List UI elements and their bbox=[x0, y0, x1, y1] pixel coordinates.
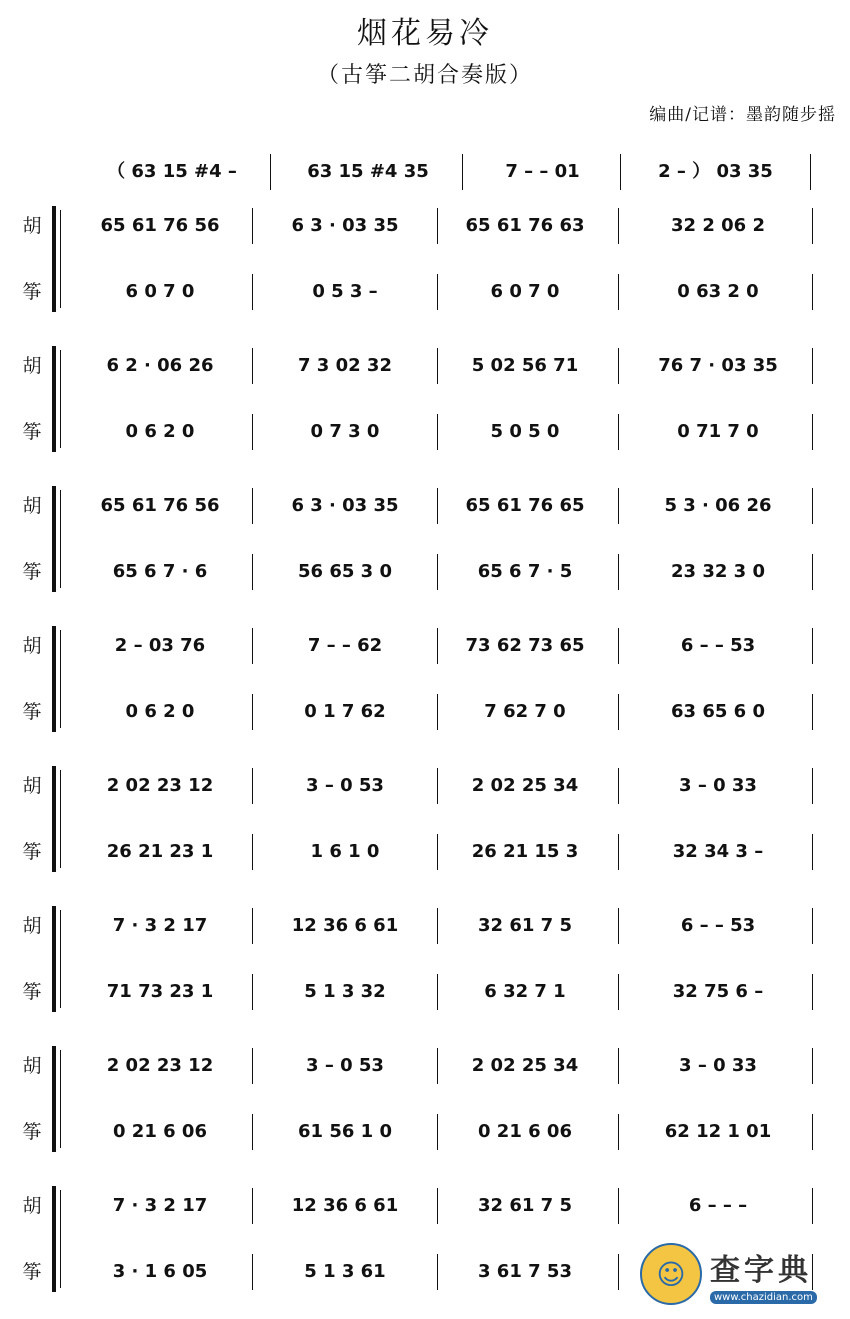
guzheng-measure: 63 65 6 0 bbox=[671, 701, 765, 722]
score-system bbox=[0, 206, 850, 316]
erhu-measure: 65 61 76 56 bbox=[100, 215, 220, 236]
erhu-measure: 5 02 56 71 bbox=[471, 355, 579, 376]
guzheng-measure: 3 61 7 53 bbox=[478, 1261, 572, 1282]
barline bbox=[618, 1114, 619, 1150]
intro-measure: （ 63 15 #4 – bbox=[107, 161, 237, 182]
barline bbox=[437, 628, 438, 664]
guzheng-measure: 65 6 7 · 5 bbox=[477, 561, 573, 582]
barline bbox=[620, 154, 621, 190]
student-mascot-icon: ☺ bbox=[640, 1243, 702, 1305]
barline bbox=[812, 834, 813, 870]
erhu-staff bbox=[0, 1046, 850, 1086]
erhu-measure: 6 – – 53 bbox=[680, 635, 756, 656]
erhu-measure: 6 2 · 06 26 bbox=[106, 355, 214, 376]
barline bbox=[812, 974, 813, 1010]
erhu-measure: 3 – 0 53 bbox=[306, 775, 384, 796]
erhu-measure: 3 – 0 33 bbox=[679, 775, 757, 796]
barline bbox=[812, 414, 813, 450]
guzheng-label: 筝 bbox=[22, 981, 42, 1003]
erhu-staff bbox=[0, 206, 850, 246]
barline bbox=[252, 348, 253, 384]
barline bbox=[812, 348, 813, 384]
guzheng-measure: 3 · 1 6 05 bbox=[112, 1261, 208, 1282]
barline bbox=[252, 1188, 253, 1224]
erhu-measure: 7 – – 62 bbox=[307, 635, 383, 656]
barline bbox=[618, 554, 619, 590]
erhu-staff bbox=[0, 626, 850, 666]
page-subtitle: （古筝二胡合奏版） bbox=[316, 63, 533, 88]
barline bbox=[812, 694, 813, 730]
barline bbox=[462, 154, 463, 190]
guzheng-measure: 62 12 1 01 bbox=[664, 1121, 772, 1142]
barline bbox=[810, 154, 811, 190]
barline bbox=[437, 1254, 438, 1290]
barline bbox=[437, 834, 438, 870]
erhu-measure: 2 – 03 76 bbox=[114, 635, 206, 656]
erhu-measure: 2 02 25 34 bbox=[471, 1055, 579, 1076]
guzheng-staff bbox=[0, 972, 850, 1012]
barline bbox=[812, 908, 813, 944]
score-system bbox=[0, 1046, 850, 1156]
guzheng-measure: 0 6 2 0 bbox=[125, 701, 195, 722]
barline bbox=[618, 1048, 619, 1084]
guzheng-label: 筝 bbox=[22, 1261, 42, 1283]
erhu-measure: 76 7 · 03 35 bbox=[658, 355, 778, 376]
barline bbox=[252, 488, 253, 524]
erhu-label: 胡 bbox=[22, 355, 42, 377]
guzheng-label: 筝 bbox=[22, 841, 42, 863]
erhu-measure: 7 · 3 2 17 bbox=[112, 915, 208, 936]
barline bbox=[618, 694, 619, 730]
barline bbox=[270, 154, 271, 190]
erhu-measure: 6 3 · 03 35 bbox=[291, 495, 399, 516]
barline bbox=[618, 1188, 619, 1224]
barline bbox=[252, 834, 253, 870]
guzheng-label: 筝 bbox=[22, 421, 42, 443]
intro-line bbox=[0, 150, 850, 194]
guzheng-label: 筝 bbox=[22, 1121, 42, 1143]
barline bbox=[252, 1254, 253, 1290]
intro-measure: 63 15 #4 35 bbox=[307, 161, 429, 182]
barline bbox=[618, 274, 619, 310]
erhu-label: 胡 bbox=[22, 495, 42, 517]
barline bbox=[252, 974, 253, 1010]
barline bbox=[252, 1114, 253, 1150]
barline bbox=[618, 348, 619, 384]
barline bbox=[618, 488, 619, 524]
guzheng-measure: 6 0 7 0 bbox=[490, 281, 560, 302]
barline bbox=[437, 208, 438, 244]
barline bbox=[812, 274, 813, 310]
guzheng-measure: 32 34 3 – bbox=[672, 841, 764, 862]
erhu-measure: 32 61 7 5 bbox=[478, 1195, 572, 1216]
erhu-measure: 32 2 06 2 bbox=[671, 215, 765, 236]
guzheng-measure: 23 32 3 0 bbox=[671, 561, 765, 582]
erhu-measure: 3 – 0 53 bbox=[306, 1055, 384, 1076]
barline bbox=[618, 974, 619, 1010]
erhu-measure: 6 – – 53 bbox=[680, 915, 756, 936]
barline bbox=[437, 414, 438, 450]
arranger-credit: 编曲/记谱：墨韵随步摇 bbox=[649, 105, 836, 125]
barline bbox=[437, 1114, 438, 1150]
erhu-staff bbox=[0, 906, 850, 946]
barline bbox=[812, 768, 813, 804]
guzheng-staff bbox=[0, 272, 850, 312]
erhu-measure: 2 02 23 12 bbox=[106, 1055, 214, 1076]
erhu-label: 胡 bbox=[22, 215, 42, 237]
watermark-logo bbox=[640, 1236, 840, 1312]
barline bbox=[437, 974, 438, 1010]
score-system bbox=[0, 626, 850, 736]
erhu-measure: 6 3 · 03 35 bbox=[291, 215, 399, 236]
barline bbox=[437, 488, 438, 524]
erhu-measure: 2 02 25 34 bbox=[471, 775, 579, 796]
barline bbox=[812, 208, 813, 244]
barline bbox=[252, 908, 253, 944]
score-system bbox=[0, 486, 850, 596]
erhu-measure: 12 36 6 61 bbox=[291, 915, 399, 936]
barline bbox=[252, 1048, 253, 1084]
guzheng-label: 筝 bbox=[22, 281, 42, 303]
page-title: 烟花易冷 bbox=[357, 16, 493, 51]
guzheng-measure: 71 73 23 1 bbox=[106, 981, 214, 1002]
barline bbox=[252, 694, 253, 730]
intro-measure: 7 – – 01 bbox=[505, 161, 580, 182]
erhu-measure: 12 36 6 61 bbox=[291, 1195, 399, 1216]
barline bbox=[252, 768, 253, 804]
erhu-measure: 65 61 76 56 bbox=[100, 495, 220, 516]
barline bbox=[618, 908, 619, 944]
score-system bbox=[0, 906, 850, 1016]
barline bbox=[812, 554, 813, 590]
barline bbox=[437, 694, 438, 730]
barline bbox=[812, 628, 813, 664]
guzheng-label: 筝 bbox=[22, 701, 42, 723]
barline bbox=[252, 554, 253, 590]
guzheng-measure: 0 5 3 – bbox=[312, 281, 378, 302]
guzheng-measure: 61 56 1 0 bbox=[298, 1121, 392, 1142]
barline bbox=[252, 628, 253, 664]
barline bbox=[437, 274, 438, 310]
guzheng-measure: 32 75 6 – bbox=[672, 981, 764, 1002]
barline bbox=[618, 208, 619, 244]
erhu-measure: 73 62 73 65 bbox=[465, 635, 585, 656]
erhu-label: 胡 bbox=[22, 1195, 42, 1217]
intro-measure: 2 – ） 03 35 bbox=[658, 161, 773, 182]
barline bbox=[812, 1114, 813, 1150]
barline bbox=[618, 768, 619, 804]
barline bbox=[812, 488, 813, 524]
erhu-measure: 7 · 3 2 17 bbox=[112, 1195, 208, 1216]
barline bbox=[252, 208, 253, 244]
erhu-measure: 32 61 7 5 bbox=[478, 915, 572, 936]
barline bbox=[618, 414, 619, 450]
erhu-measure: 5 3 · 06 26 bbox=[664, 495, 772, 516]
guzheng-staff bbox=[0, 412, 850, 452]
guzheng-measure: 0 7 3 0 bbox=[310, 421, 380, 442]
barline bbox=[437, 908, 438, 944]
barline bbox=[437, 1048, 438, 1084]
erhu-staff bbox=[0, 486, 850, 526]
barline bbox=[812, 1188, 813, 1224]
erhu-measure: 2 02 23 12 bbox=[106, 775, 214, 796]
guzheng-measure: 0 6 2 0 bbox=[125, 421, 195, 442]
guzheng-measure: 5 0 5 0 bbox=[490, 421, 560, 442]
guzheng-measure: 0 63 2 0 bbox=[677, 281, 759, 302]
erhu-measure: 7 3 02 32 bbox=[298, 355, 392, 376]
guzheng-measure: 0 21 6 06 bbox=[478, 1121, 572, 1142]
erhu-measure: 3 – 0 33 bbox=[679, 1055, 757, 1076]
erhu-label: 胡 bbox=[22, 1055, 42, 1077]
barline bbox=[437, 768, 438, 804]
erhu-label: 胡 bbox=[22, 775, 42, 797]
barline bbox=[812, 1048, 813, 1084]
barline bbox=[437, 554, 438, 590]
score-system bbox=[0, 766, 850, 876]
guzheng-measure: 0 71 7 0 bbox=[677, 421, 759, 442]
erhu-measure: 65 61 76 63 bbox=[465, 215, 585, 236]
score-system bbox=[0, 346, 850, 456]
barline bbox=[252, 414, 253, 450]
guzheng-staff bbox=[0, 692, 850, 732]
guzheng-measure: 56 65 3 0 bbox=[298, 561, 392, 582]
erhu-staff bbox=[0, 766, 850, 806]
guzheng-measure: 6 32 7 1 bbox=[484, 981, 566, 1002]
guzheng-measure: 65 6 7 · 6 bbox=[112, 561, 208, 582]
guzheng-measure: 6 0 7 0 bbox=[125, 281, 195, 302]
erhu-label: 胡 bbox=[22, 635, 42, 657]
watermark-url: www.chazidian.com bbox=[710, 1291, 817, 1304]
barline bbox=[618, 628, 619, 664]
guzheng-measure: 26 21 15 3 bbox=[471, 841, 579, 862]
guzheng-measure: 1 6 1 0 bbox=[310, 841, 380, 862]
guzheng-measure: 0 1 7 62 bbox=[304, 701, 386, 722]
watermark-text: 查字典 bbox=[710, 1252, 812, 1288]
erhu-label: 胡 bbox=[22, 915, 42, 937]
barline bbox=[437, 1188, 438, 1224]
erhu-measure: 65 61 76 65 bbox=[465, 495, 585, 516]
erhu-staff bbox=[0, 1186, 850, 1226]
erhu-measure: 6 – – – bbox=[688, 1195, 748, 1216]
barline bbox=[252, 274, 253, 310]
barline bbox=[618, 834, 619, 870]
guzheng-staff bbox=[0, 832, 850, 872]
guzheng-measure: 7 62 7 0 bbox=[484, 701, 566, 722]
barline bbox=[437, 348, 438, 384]
barline bbox=[618, 1254, 619, 1290]
guzheng-label: 筝 bbox=[22, 561, 42, 583]
guzheng-measure: 0 21 6 06 bbox=[113, 1121, 207, 1142]
guzheng-measure: 5 1 3 61 bbox=[304, 1261, 386, 1282]
guzheng-staff bbox=[0, 552, 850, 592]
guzheng-staff bbox=[0, 1112, 850, 1152]
erhu-staff bbox=[0, 346, 850, 386]
guzheng-measure: 5 1 3 32 bbox=[304, 981, 386, 1002]
guzheng-measure: 26 21 23 1 bbox=[106, 841, 214, 862]
